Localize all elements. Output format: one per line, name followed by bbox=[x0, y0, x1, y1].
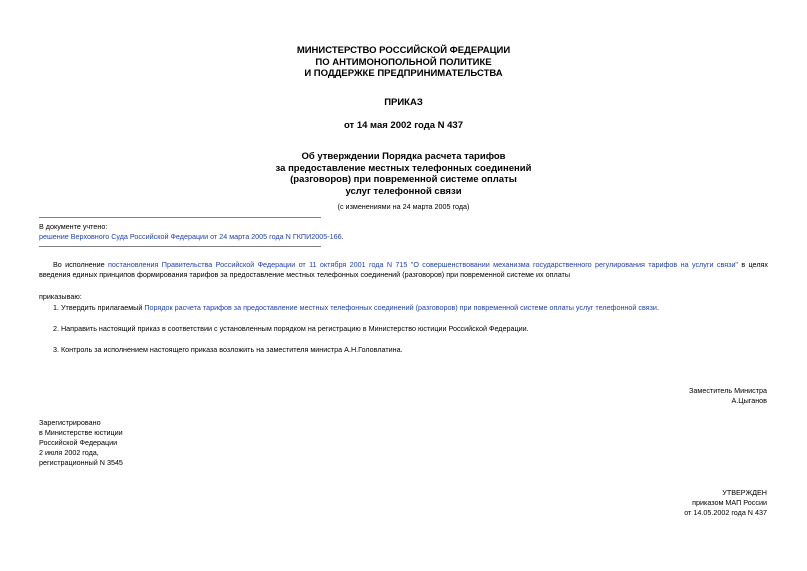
amendments-note bbox=[0, 202, 807, 212]
order-item-3 bbox=[53, 345, 403, 355]
document-date-text: от 14 мая 2002 года N 437 bbox=[343, 120, 464, 131]
ministry-line: И ПОДДЕРЖКЕ ПРЕДПРИНИМАТЕЛЬСТВА bbox=[304, 68, 503, 79]
registration-line: регистрационный N 3545 bbox=[39, 458, 123, 467]
approval-block bbox=[684, 488, 767, 518]
title-line: Об утверждении Порядка расчета тарифов bbox=[301, 151, 506, 162]
order-word-text: приказываю: bbox=[39, 292, 82, 301]
note-link-suffix: . bbox=[341, 232, 344, 241]
supreme-court-decision-link[interactable]: решение Верховного Суда Российской Федерации от 24 марта 2005 года N ГКПИ2005-166 bbox=[39, 232, 342, 241]
note-box bbox=[39, 222, 344, 242]
ministry-line: ПО АНТИМОНОПОЛЬНОЙ ПОЛИТИКЕ bbox=[315, 56, 492, 68]
document-title bbox=[0, 151, 807, 197]
order-item-2 bbox=[53, 324, 529, 334]
signature-position: Заместитель Министра bbox=[689, 386, 767, 395]
title-line: услуг телефонной связи bbox=[345, 185, 462, 197]
item2-text: 2. Направить настоящий приказ в соответствии с установленным порядком на регистрацию в Министерство юстиции Российской Федерации. bbox=[53, 324, 529, 333]
approval-line: приказом МАП России bbox=[692, 498, 767, 507]
note-bottom-rule bbox=[39, 246, 321, 247]
note-top-rule bbox=[39, 217, 321, 218]
title-line: (разговоров) при повременной системе оплаты bbox=[290, 174, 517, 185]
ministry-header bbox=[0, 45, 807, 80]
title-line: за предоставление местных телефонных соединений bbox=[275, 162, 532, 174]
document-date bbox=[0, 120, 807, 132]
registration-line: в Министерстве юстиции bbox=[39, 428, 123, 437]
registration-line: Зарегистрировано bbox=[39, 418, 101, 427]
registration-block bbox=[39, 418, 123, 468]
ministry-line: МИНИСТЕРСТВО РОССИЙСКОЙ ФЕДЕРАЦИИ bbox=[296, 45, 511, 56]
registration-line: Российской Федерации bbox=[39, 438, 118, 447]
item1-prefix: 1. Утвердить прилагаемый bbox=[53, 303, 145, 312]
amendments-text: (с изменениями на 24 марта 2005 года) bbox=[337, 202, 470, 211]
item3-text: 3. Контроль за исполнением настоящего приказа возложить на заместителя министра А.Н.Головлатина. bbox=[53, 345, 403, 354]
approval-line: УТВЕРЖДЕН bbox=[722, 488, 767, 497]
note-link-line bbox=[39, 232, 344, 242]
approval-line: от 14.05.2002 года N 437 bbox=[684, 508, 767, 517]
registration-line: 2 июля 2002 года, bbox=[39, 448, 99, 457]
document-type bbox=[0, 97, 807, 109]
document-type-text: ПРИКАЗ bbox=[384, 97, 423, 108]
preamble-paragraph bbox=[39, 260, 768, 280]
procedure-link[interactable]: Порядок расчета тарифов за предоставление местных телефонных соединений (разговоров) при повременной системе оплаты услуг телефонной связи bbox=[144, 303, 657, 312]
signature-name: А.Цыганов bbox=[731, 396, 767, 405]
signature-block bbox=[689, 386, 767, 406]
item1-suffix: . bbox=[656, 303, 659, 312]
preamble-intro: Во исполнение bbox=[53, 260, 109, 269]
preamble-rest: в целях введения единых принципов формирования тарифов за предоставление местных телефонных соединений (разговоров) при повременной системе их оплаты bbox=[39, 260, 768, 279]
note-label: В документе учтено: bbox=[39, 222, 108, 231]
order-item-1 bbox=[53, 303, 659, 313]
order-word bbox=[39, 292, 82, 302]
government-decree-link[interactable]: постановления Правительства Российской Федерации от 11 октября 2001 года N 715 "О совершенствовании механизма государственного регулирования тарифов на услуги связи" bbox=[108, 260, 738, 269]
